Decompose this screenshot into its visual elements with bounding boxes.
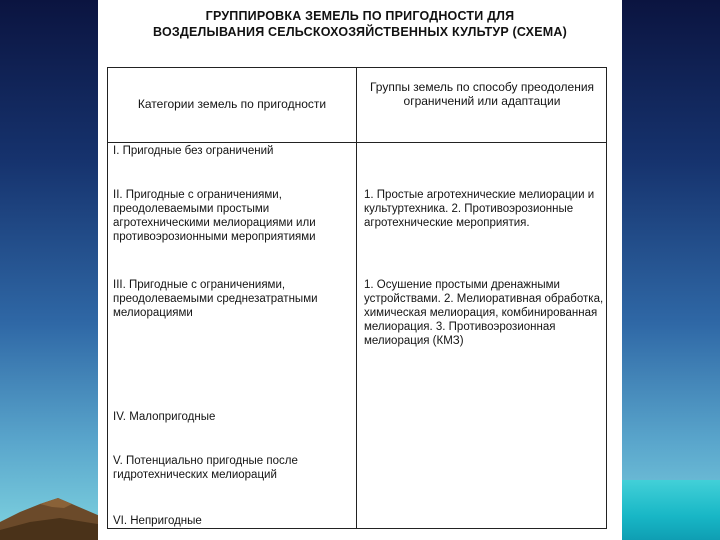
- header-divider: [108, 142, 606, 143]
- row-5-category: V. Потенциально пригодные после гидротехнических мелиораций: [113, 455, 298, 481]
- water-decoration: [620, 480, 720, 540]
- document-sheet: [98, 0, 622, 540]
- header-right: Группы земель по способу преодоления ограничений или адаптации: [369, 80, 595, 108]
- row-6-category: VI. Непригодные: [113, 515, 202, 527]
- land-grouping-table: [107, 67, 607, 529]
- mountain-decoration: [0, 460, 110, 540]
- row-3-category: III. Пригодные с ограничениями, преодолеваемыми среднезатратными мелиорациями: [113, 279, 318, 319]
- title-line-1: ГРУППИРОВКА ЗЕМЕЛЬ ПО ПРИГОДНОСТИ ДЛЯ: [205, 9, 515, 23]
- header-left: Категории земель по пригодности: [137, 97, 327, 111]
- row-1-category: I. Пригодные без ограничений: [113, 145, 274, 157]
- row-3-groups: 1. Осушение простыми дренажными устройствами. 2. Мелиоративная обработка, химическая мелиорация, комбинированная мелиорация. 3. Противоэрозионная мелиорация (КМЗ): [364, 279, 604, 347]
- title-line-2: ВОЗДЕЛЫВАНИЯ СЕЛЬСКОХОЗЯЙСТВЕННЫХ КУЛЬТУР (СХЕМА): [153, 25, 567, 39]
- row-2-category: II. Пригодные с ограничениями, преодолеваемыми простыми агротехническими мелиорациями или противоэрозионными мероприятиями: [113, 189, 316, 243]
- row-2-groups: 1. Простые агротехнические мелиорации и культуртехника. 2. Противоэрозионные агротехнические мероприятия.: [364, 189, 595, 229]
- page-title: [98, 8, 622, 40]
- row-4-category: IV. Малопригодные: [113, 411, 216, 423]
- column-divider: [356, 68, 357, 528]
